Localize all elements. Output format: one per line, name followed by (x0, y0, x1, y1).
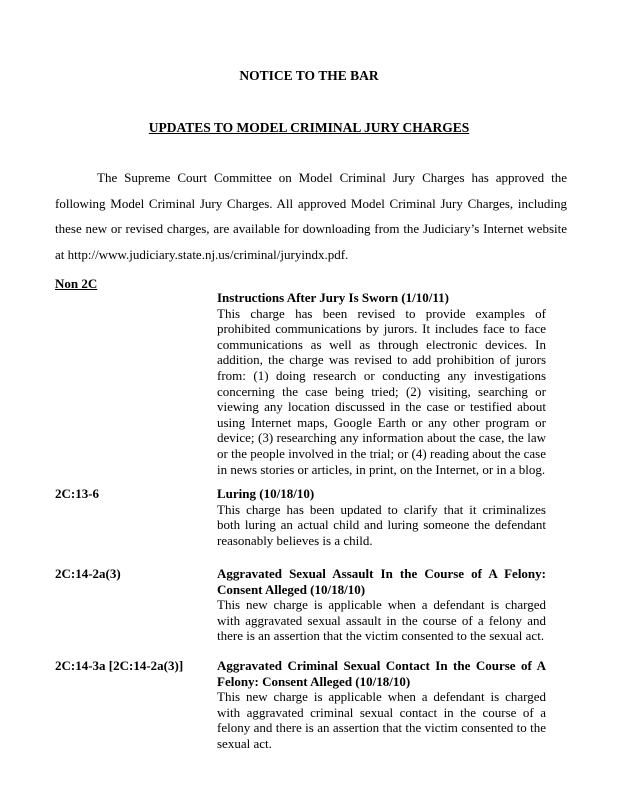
statute-code: 2C:14-2a(3) (55, 566, 121, 581)
charge-description: This new charge is applicable when a defendant is charged with aggravated sexual assault in the course of a felony and there is an assertion that the victim consented to the sexual act. (217, 597, 546, 644)
notice-title: NOTICE TO THE BAR (239, 68, 379, 83)
charge-description: This new charge is applicable when a defendant is charged with aggravated criminal sexual contact in the course of a felony and there is an assertion that the victim consented to the sexual act. (217, 689, 546, 751)
charge-body (217, 658, 546, 752)
charge-title: Instructions After Jury Is Sworn (1/10/11) (217, 290, 449, 305)
charge-title: Aggravated Sexual Assault In the Course of A Felony: Consent Alleged (10/18/10) (217, 566, 546, 597)
charge-description: This charge has been revised to provide examples of prohibited communications by jurors. It includes face to face communications as well as through electronic devices. In addition, the charge was revised to add prohibition of jurors from: (1) doing research or conducting any investigations concerning the case being tried; (2) visiting, searching or viewing any location discussed in the case or testified about using Internet maps, Google Earth or any other program or device; (3) researching any information about the case, the law or the people involved in the trial; or (4) reading about the case in news stories or articles, in print, on the Internet, or in a blog. (217, 305, 546, 477)
charge-body (217, 566, 546, 644)
charge-title: Aggravated Criminal Sexual Contact In the Course of A Felony: Consent Alleged (10/18/10) (217, 658, 546, 689)
statute-code: 2C:13-6 (55, 486, 100, 501)
section-heading-non-2c: Non 2C (55, 276, 98, 291)
charge-description: This charge has been updated to clarify that it criminalizes both luring an actual child and luring someone the defendant reasonably believes is a child. (217, 501, 546, 548)
intro-paragraph: The Supreme Court Committee on Model Criminal Jury Charges has approved the following Model Criminal Jury Charges. All approved Model Criminal Jury Charges, including these new or revised charges, are available for downloading from the Judiciary’s Internet website at http://www.judiciary.state.nj.us/criminal/juryindx.pdf. (55, 170, 567, 262)
charge-title: Luring (10/18/10) (217, 486, 315, 501)
charge-body (217, 290, 546, 477)
statute-code: 2C:14-3a [2C:14-2a(3)] (55, 658, 184, 673)
updates-title: UPDATES TO MODEL CRIMINAL JURY CHARGES (148, 120, 470, 135)
charge-body (217, 486, 546, 548)
